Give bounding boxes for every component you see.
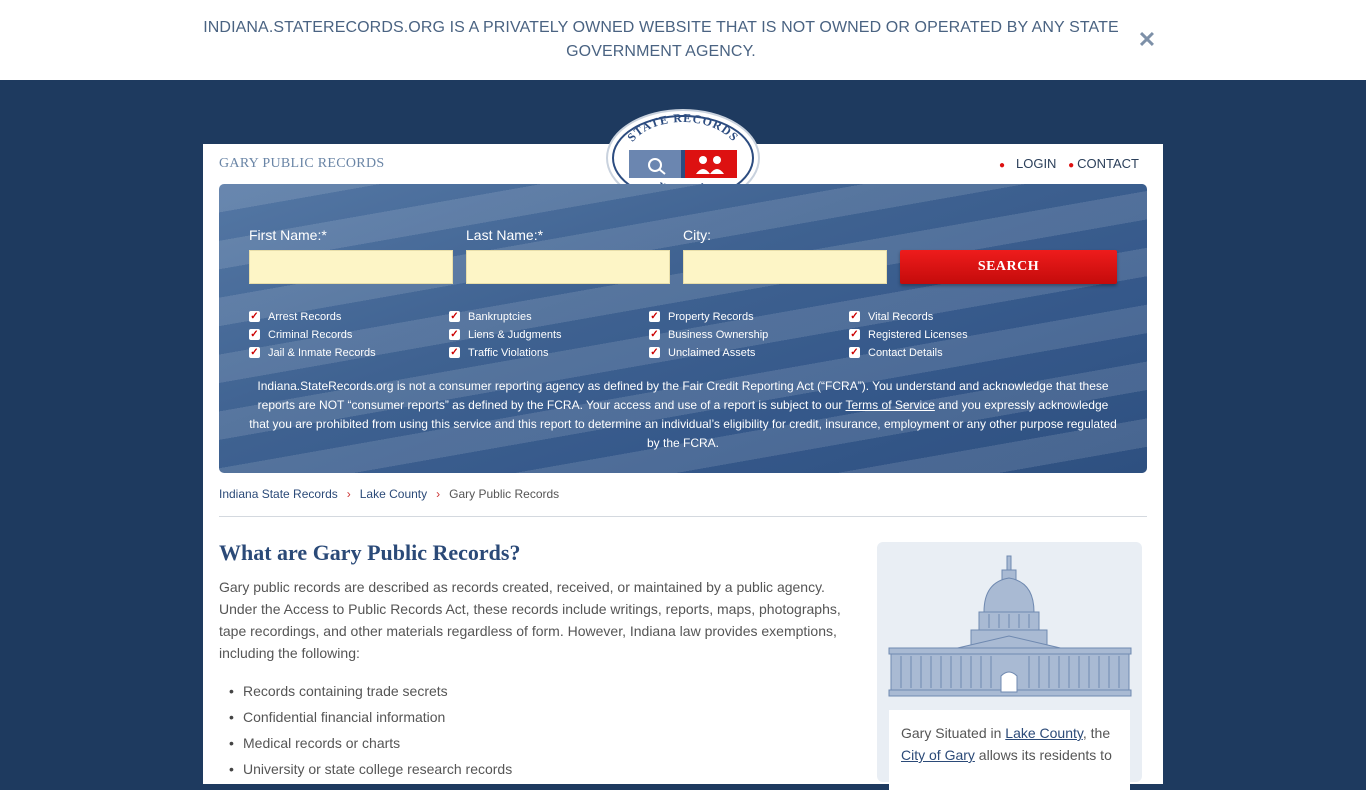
check-icon: ✓ <box>450 329 459 340</box>
bullet-icon: ● <box>1068 160 1075 171</box>
check-icon: ✓ <box>650 329 659 340</box>
check-icon: ✓ <box>650 347 659 358</box>
city-of-gary-link[interactable]: City of Gary <box>901 747 975 763</box>
city-input[interactable] <box>683 250 887 284</box>
sidebar-text: allows its residents to <box>974 747 1112 763</box>
check-icon: ✓ <box>250 329 259 340</box>
intro-paragraph: Gary public records are described as records created, received, or maintained by a public agency. Under the Access to Public Records Act, these records include writings, reports, maps, photographs, tape recordings, and other materials regardless of form. However, Indiana law provides exemptions, including the following: <box>219 579 841 661</box>
check-icon: ✓ <box>650 311 659 322</box>
notice-text: INDIANA.STATERECORDS.ORG IS A PRIVATELY OWNED WEBSITE THAT IS NOT OWNED OR OPERATED BY ANY STATE GOVERNMENT AGENCY. <box>203 19 1119 60</box>
search-button[interactable]: SEARCH <box>900 250 1117 284</box>
close-icon[interactable]: ✕ <box>1137 27 1157 52</box>
check-icon: ✓ <box>250 347 259 358</box>
top-nav <box>999 156 1139 171</box>
checkbox-label: Unclaimed Assets <box>668 347 756 359</box>
disclaimer-text: Indiana.StateRecords.org is not a consumer reporting agency as defined by the Fair Credit Reporting Act (“FCRA”). You understand and acknowledge that these reports are NOT “consumer reports” as defined by the FCRA. Your access and use of a report is subject to our <box>257 379 1109 412</box>
breadcrumb-lake-county[interactable]: Lake County <box>359 487 428 501</box>
list-item: • Records containing trade secrets <box>243 680 843 706</box>
page-title: GARY PUBLIC RECORDS <box>219 156 385 171</box>
checkbox-label: Jail & Inmate Records <box>268 347 376 359</box>
list-item: • Medical records or charts <box>243 732 843 758</box>
checkbox-label: Bankruptcies <box>468 311 532 323</box>
first-name-input[interactable] <box>249 250 453 284</box>
list-item: • Confidential financial information <box>243 706 843 732</box>
breadcrumb <box>219 487 559 501</box>
check-icon: ✓ <box>450 347 459 358</box>
breadcrumb-current: Gary Public Records <box>449 487 560 501</box>
chevron-right-icon: › <box>346 487 351 501</box>
city-label: City: <box>683 227 711 243</box>
sidebar-text: , the <box>1082 725 1111 741</box>
chevron-right-icon: › <box>436 487 441 501</box>
lake-county-link[interactable]: Lake County <box>1005 725 1083 741</box>
capitol-building-icon <box>889 552 1131 702</box>
last-name-input[interactable] <box>466 250 670 284</box>
checkbox-label: Liens & Judgments <box>468 329 562 341</box>
check-icon: ✓ <box>850 329 859 340</box>
disclaimer-text: and you expressly acknowledge that you are prohibited from using this service and this report to determine an individual’s eligibility for credit, insurance, employment or any other purpose regulated by the FCRA. <box>249 398 1117 450</box>
divider <box>219 516 1147 517</box>
checkbox-label: Contact Details <box>868 347 943 359</box>
terms-of-service-link[interactable]: Terms of Service <box>845 398 935 412</box>
check-icon: ✓ <box>250 311 259 322</box>
sidebar-text-box <box>889 710 1130 790</box>
bullet-icon: ● <box>998 160 1005 171</box>
checkbox-label: Property Records <box>668 311 754 323</box>
checkbox-label: Registered Licenses <box>868 329 968 341</box>
search-panel <box>219 184 1147 473</box>
sidebar-text: Gary Situated in <box>901 725 1006 741</box>
fcra-disclaimer <box>247 377 1119 453</box>
checkbox-label: Vital Records <box>868 311 934 323</box>
checkbox-label: Business Ownership <box>668 329 769 341</box>
checkbox-label: Arrest Records <box>268 311 342 323</box>
check-icon: ✓ <box>850 347 859 358</box>
breadcrumb-indiana-state-records[interactable]: Indiana State Records <box>219 487 338 501</box>
last-name-label: Last Name:* <box>466 227 544 243</box>
check-icon: ✓ <box>850 311 859 322</box>
sidebar <box>877 542 1142 782</box>
first-name-label: First Name:* <box>249 227 327 243</box>
privacy-notice-banner <box>0 0 1366 80</box>
check-icon: ✓ <box>450 311 459 322</box>
checkbox-label: Traffic Violations <box>468 347 549 359</box>
exemptions-list <box>243 680 843 784</box>
list-item: • University or state college research records <box>243 758 843 784</box>
section-heading: What are Gary Public Records? <box>219 540 521 565</box>
checkbox-label: Criminal Records <box>268 329 353 341</box>
contact-link[interactable]: CONTACT <box>1077 156 1139 171</box>
login-link[interactable]: LOGIN <box>1015 156 1057 171</box>
logo-top-text: STATE RECORDS <box>624 110 742 145</box>
